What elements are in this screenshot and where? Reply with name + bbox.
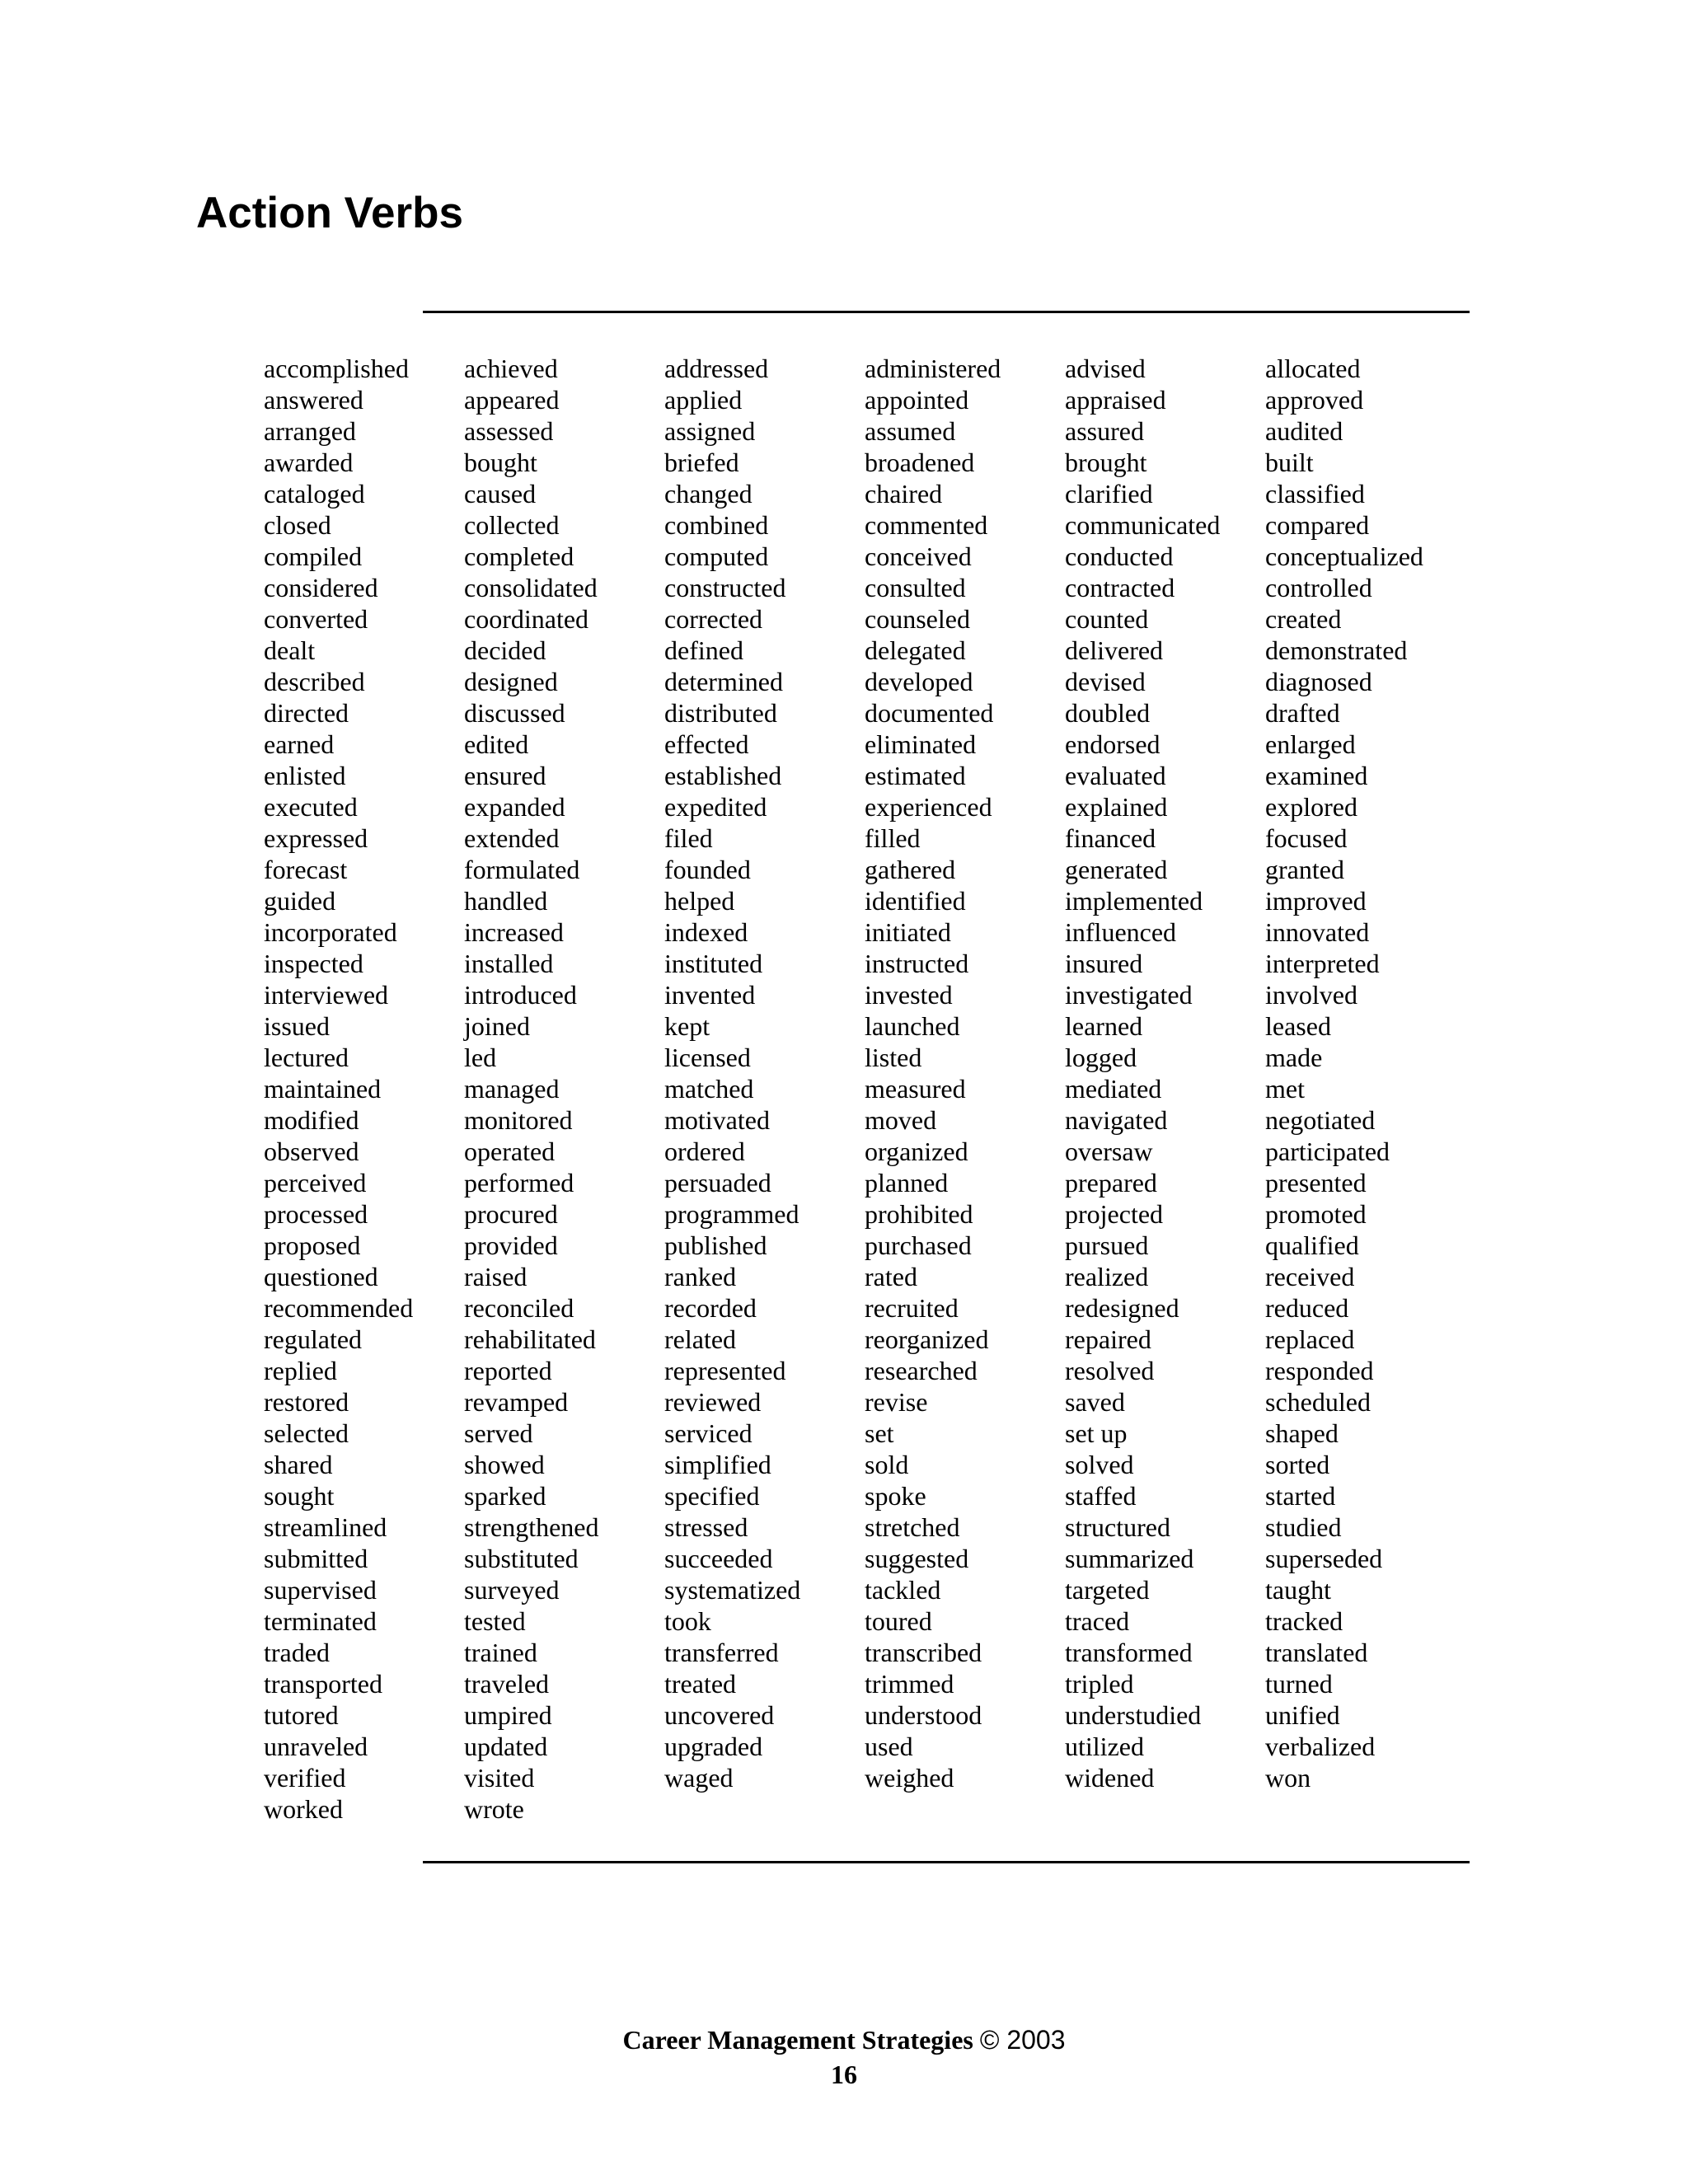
verb-item: oversaw	[1065, 1137, 1153, 1166]
verb-item: administered	[865, 354, 1001, 383]
verb-item: collected	[464, 510, 560, 540]
verb-item: extended	[464, 823, 560, 853]
bottom-divider	[423, 1861, 1470, 1863]
verb-item: substituted	[464, 1544, 579, 1573]
verb-item: formulated	[464, 855, 580, 884]
verb-item: sold	[865, 1450, 909, 1479]
verb-item: waged	[664, 1763, 734, 1793]
verb-item: appraised	[1065, 385, 1166, 415]
verb-item: conducted	[1065, 541, 1174, 571]
verb-item: invested	[865, 980, 953, 1010]
verb-item: compiled	[264, 541, 363, 571]
verb-item: enlisted	[264, 761, 346, 790]
verb-item: navigated	[1065, 1105, 1168, 1135]
verb-item: invented	[664, 980, 756, 1010]
verb-item: verified	[264, 1763, 346, 1793]
verb-item: raised	[464, 1262, 528, 1291]
verb-item: involved	[1265, 980, 1357, 1010]
verb-item: generated	[1065, 855, 1168, 884]
verb-item: restored	[264, 1387, 349, 1417]
verb-item: questioned	[264, 1262, 378, 1291]
verb-item: installed	[464, 949, 554, 978]
verb-item: matched	[664, 1074, 754, 1104]
verb-item: counseled	[865, 604, 970, 634]
page-title: Action Verbs	[196, 189, 463, 237]
verb-item: traded	[264, 1638, 330, 1667]
verb-item: controlled	[1265, 573, 1372, 602]
verb-item: inspected	[264, 949, 363, 978]
verb-item: estimated	[865, 761, 966, 790]
verb-item: experienced	[865, 792, 992, 822]
verb-item: negotiated	[1265, 1105, 1376, 1135]
verb-item: executed	[264, 792, 358, 822]
verb-item: ordered	[664, 1137, 745, 1166]
verb-item: serviced	[664, 1418, 753, 1448]
verb-item: expanded	[464, 792, 565, 822]
verb-item: planned	[865, 1168, 949, 1197]
verb-item: performed	[464, 1168, 574, 1197]
verb-item: conceived	[865, 541, 972, 571]
verb-item: studied	[1265, 1512, 1342, 1542]
action-verb-grid	[264, 353, 1465, 1825]
verb-item: ensured	[464, 761, 546, 790]
verb-item: doubled	[1065, 698, 1151, 728]
verb-item: regulated	[264, 1324, 363, 1354]
verb-item: incorporated	[264, 917, 397, 947]
verb-item: directed	[264, 698, 349, 728]
verb-item: coordinated	[464, 604, 589, 634]
verb-item: communicated	[1065, 510, 1221, 540]
verb-item: replied	[264, 1356, 337, 1385]
verb-item: transported	[264, 1669, 382, 1699]
verb-item: cataloged	[264, 479, 365, 509]
verb-item: launched	[865, 1011, 960, 1041]
verb-item: decided	[464, 635, 546, 665]
verb-item: suggested	[865, 1544, 969, 1573]
verb-item: chaired	[865, 479, 943, 509]
verb-item: rated	[865, 1262, 917, 1291]
verb-item: recommended	[264, 1293, 414, 1323]
verb-item: published	[664, 1230, 767, 1260]
verb-item: listed	[865, 1043, 922, 1072]
verb-item: allocated	[1265, 354, 1361, 383]
verb-item: handled	[464, 886, 548, 916]
verb-item: logged	[1065, 1043, 1137, 1072]
verb-item: resolved	[1065, 1356, 1155, 1385]
verb-item: described	[264, 667, 365, 696]
verb-item: traced	[1065, 1606, 1130, 1636]
verb-item: related	[664, 1324, 737, 1354]
verb-item: simplified	[664, 1450, 771, 1479]
verb-item: superseded	[1265, 1544, 1383, 1573]
verb-item: perceived	[264, 1168, 367, 1197]
verb-item: demonstrated	[1265, 635, 1408, 665]
verb-item: audited	[1265, 416, 1343, 446]
verb-item: eliminated	[865, 729, 977, 759]
verb-item: led	[464, 1043, 497, 1072]
verb-item: surveyed	[464, 1575, 560, 1605]
verb-item: recorded	[664, 1293, 757, 1323]
verb-item: licensed	[664, 1043, 751, 1072]
verb-item: clarified	[1065, 479, 1153, 509]
verb-item: procured	[464, 1199, 558, 1229]
verb-item: shared	[264, 1450, 333, 1479]
verb-item: structured	[1065, 1512, 1170, 1542]
verb-item: submitted	[264, 1544, 368, 1573]
verb-item: contracted	[1065, 573, 1175, 602]
verb-item: widened	[1065, 1763, 1155, 1793]
verb-item: visited	[464, 1763, 535, 1793]
verb-item: participated	[1265, 1137, 1390, 1166]
verb-item: showed	[464, 1450, 545, 1479]
verb-item: investigated	[1065, 980, 1193, 1010]
verb-item: reconciled	[464, 1293, 574, 1323]
verb-item: modified	[264, 1105, 359, 1135]
verb-item: scheduled	[1265, 1387, 1371, 1417]
verb-item: commented	[865, 510, 988, 540]
verb-item: revise	[865, 1387, 928, 1417]
verb-item: streamlined	[264, 1512, 387, 1542]
verb-item: lectured	[264, 1043, 349, 1072]
verb-item: documented	[865, 698, 994, 728]
verb-item: promoted	[1265, 1199, 1367, 1229]
verb-item: took	[664, 1606, 711, 1636]
verb-item: prepared	[1065, 1168, 1157, 1197]
verb-item: established	[664, 761, 782, 790]
verb-item: upgraded	[664, 1732, 763, 1761]
verb-item: saved	[1065, 1387, 1125, 1417]
verb-item: indexed	[664, 917, 748, 947]
verb-item: implemented	[1065, 886, 1203, 916]
verb-item: financed	[1065, 823, 1156, 853]
verb-item: measured	[865, 1074, 966, 1104]
verb-item: traveled	[464, 1669, 550, 1699]
verb-item: delegated	[865, 635, 966, 665]
verb-item: qualified	[1265, 1230, 1359, 1260]
verb-item: delivered	[1065, 635, 1164, 665]
verb-column	[464, 353, 664, 1825]
verb-item: pursued	[1065, 1230, 1149, 1260]
verb-item: advised	[1065, 354, 1146, 383]
verb-item: umpired	[464, 1700, 552, 1730]
verb-item: defined	[664, 635, 743, 665]
verb-item: shaped	[1265, 1418, 1339, 1448]
verb-item: trimmed	[865, 1669, 954, 1699]
verb-item: drafted	[1265, 698, 1340, 728]
verb-item: determined	[664, 667, 783, 696]
verb-item: organized	[865, 1137, 968, 1166]
verb-item: diagnosed	[1265, 667, 1372, 696]
verb-item: recruited	[865, 1293, 959, 1323]
footer-copyright: © 2003	[979, 2025, 1066, 2055]
verb-item: tackled	[865, 1575, 941, 1605]
top-divider	[423, 311, 1470, 313]
verb-item: explored	[1265, 792, 1357, 822]
verb-item: assigned	[664, 416, 756, 446]
verb-item: expedited	[664, 792, 767, 822]
verb-item: endorsed	[1065, 729, 1160, 759]
verb-item: forecast	[264, 855, 348, 884]
verb-item: set up	[1065, 1418, 1128, 1448]
verb-item: realized	[1065, 1262, 1149, 1291]
verb-item: assessed	[464, 416, 554, 446]
verb-item: distributed	[664, 698, 777, 728]
verb-column	[664, 353, 865, 1825]
verb-item: purchased	[865, 1230, 972, 1260]
verb-item: constructed	[664, 573, 786, 602]
verb-item: issued	[264, 1011, 330, 1041]
verb-item: made	[1265, 1043, 1323, 1072]
verb-item: tested	[464, 1606, 526, 1636]
verb-item: focused	[1265, 823, 1348, 853]
verb-item: achieved	[464, 354, 558, 383]
verb-item: observed	[264, 1137, 359, 1166]
verb-item: addressed	[664, 354, 769, 383]
verb-item: compared	[1265, 510, 1370, 540]
verb-item: strengthened	[464, 1512, 599, 1542]
verb-item: monitored	[464, 1105, 573, 1135]
verb-item: corrected	[664, 604, 763, 634]
verb-item: earned	[264, 729, 335, 759]
verb-item: reported	[464, 1356, 552, 1385]
verb-item: processed	[264, 1199, 368, 1229]
verb-item: weighed	[865, 1763, 954, 1793]
verb-item: bought	[464, 448, 537, 477]
verb-item: accomplished	[264, 354, 409, 383]
page-number: 16	[831, 2060, 857, 2089]
verb-item: programmed	[664, 1199, 799, 1229]
verb-item: built	[1265, 448, 1314, 477]
verb-item: changed	[664, 479, 753, 509]
verb-column	[865, 353, 1065, 1825]
verb-item: devised	[1065, 667, 1146, 696]
verb-item: assured	[1065, 416, 1144, 446]
verb-item: edited	[464, 729, 529, 759]
verb-item: represented	[664, 1356, 786, 1385]
verb-item: initiated	[865, 917, 951, 947]
verb-item: motivated	[664, 1105, 770, 1135]
verb-item: appeared	[464, 385, 560, 415]
verb-item: leased	[1265, 1011, 1331, 1041]
verb-item: verbalized	[1265, 1732, 1376, 1761]
verb-item: guided	[264, 886, 336, 916]
verb-item: enlarged	[1265, 729, 1356, 759]
verb-item: staffed	[1065, 1481, 1137, 1511]
verb-item: evaluated	[1065, 761, 1166, 790]
verb-item: combined	[664, 510, 769, 540]
verb-item: learned	[1065, 1011, 1143, 1041]
verb-item: met	[1265, 1074, 1305, 1104]
verb-item: assumed	[865, 416, 956, 446]
verb-item: tracked	[1265, 1606, 1343, 1636]
verb-item: unified	[1265, 1700, 1340, 1730]
verb-item: identified	[865, 886, 966, 916]
verb-item: summarized	[1065, 1544, 1194, 1573]
verb-item: consulted	[865, 573, 966, 602]
verb-item: brought	[1065, 448, 1147, 477]
verb-item: proposed	[264, 1230, 361, 1260]
verb-item: managed	[464, 1074, 560, 1104]
verb-item: mediated	[1065, 1074, 1162, 1104]
verb-item: received	[1265, 1262, 1355, 1291]
verb-item: joined	[464, 1011, 530, 1041]
verb-item: appointed	[865, 385, 969, 415]
verb-item: caused	[464, 479, 537, 509]
verb-item: reorganized	[865, 1324, 989, 1354]
verb-item: classified	[1265, 479, 1365, 509]
verb-item: persuaded	[664, 1168, 771, 1197]
verb-item: founded	[664, 855, 751, 884]
verb-item: worked	[264, 1794, 343, 1824]
verb-item: stressed	[664, 1512, 748, 1542]
verb-item: dealt	[264, 635, 316, 665]
verb-item: answered	[264, 385, 363, 415]
verb-item: innovated	[1265, 917, 1370, 947]
verb-item: responded	[1265, 1356, 1374, 1385]
verb-item: consolidated	[464, 573, 598, 602]
verb-item: broadened	[865, 448, 975, 477]
verb-item: transformed	[1065, 1638, 1193, 1667]
verb-item: understudied	[1065, 1700, 1202, 1730]
verb-item: discussed	[464, 698, 565, 728]
verb-item: designed	[464, 667, 558, 696]
verb-item: selected	[264, 1418, 349, 1448]
verb-item: converted	[264, 604, 368, 634]
verb-item: wrote	[464, 1794, 524, 1824]
verb-item: terminated	[264, 1606, 377, 1636]
verb-item: won	[1265, 1763, 1311, 1793]
verb-item: instructed	[865, 949, 969, 978]
verb-item: systematized	[664, 1575, 801, 1605]
verb-item: taught	[1265, 1575, 1331, 1605]
verb-item: counted	[1065, 604, 1149, 634]
verb-item: ranked	[664, 1262, 737, 1291]
verb-item: conceptualized	[1265, 541, 1423, 571]
verb-item: sought	[264, 1481, 335, 1511]
verb-item: helped	[664, 886, 735, 916]
verb-item: sparked	[464, 1481, 546, 1511]
verb-item: interviewed	[264, 980, 389, 1010]
verb-item: specified	[664, 1481, 760, 1511]
verb-item: presented	[1265, 1168, 1367, 1197]
verb-item: stretched	[865, 1512, 960, 1542]
verb-item: introduced	[464, 980, 577, 1010]
verb-item: maintained	[264, 1074, 382, 1104]
footer-organization: Career Management Strategies	[622, 2025, 973, 2055]
verb-item: treated	[664, 1669, 737, 1699]
verb-item: improved	[1265, 886, 1367, 916]
verb-item: updated	[464, 1732, 548, 1761]
verb-item: instituted	[664, 949, 763, 978]
verb-item: effected	[664, 729, 749, 759]
verb-item: unraveled	[264, 1732, 368, 1761]
verb-item: translated	[1265, 1638, 1368, 1667]
verb-item: kept	[664, 1011, 710, 1041]
verb-item: examined	[1265, 761, 1368, 790]
verb-item: projected	[1065, 1199, 1164, 1229]
verb-item: reviewed	[664, 1387, 762, 1417]
verb-item: arranged	[264, 416, 356, 446]
verb-item: succeeded	[664, 1544, 773, 1573]
verb-item: completed	[464, 541, 574, 571]
verb-item: revamped	[464, 1387, 569, 1417]
verb-item: filled	[865, 823, 921, 853]
verb-item: set	[865, 1418, 894, 1448]
verb-item: interpreted	[1265, 949, 1380, 978]
verb-item: approved	[1265, 385, 1364, 415]
verb-item: supervised	[264, 1575, 377, 1605]
verb-item: transferred	[664, 1638, 779, 1667]
verb-column	[264, 353, 464, 1825]
verb-item: used	[865, 1732, 913, 1761]
verb-item: started	[1265, 1481, 1336, 1511]
verb-item: increased	[464, 917, 564, 947]
verb-item: tutored	[264, 1700, 339, 1730]
verb-item: considered	[264, 573, 378, 602]
footer-credit	[0, 2024, 1688, 2055]
verb-item: repaired	[1065, 1324, 1151, 1354]
verb-item: utilized	[1065, 1732, 1144, 1761]
verb-item: explained	[1065, 792, 1168, 822]
verb-item: replaced	[1265, 1324, 1355, 1354]
verb-item: reduced	[1265, 1293, 1349, 1323]
verb-item: transcribed	[865, 1638, 982, 1667]
verb-item: toured	[865, 1606, 932, 1636]
verb-item: served	[464, 1418, 533, 1448]
verb-item: briefed	[664, 448, 739, 477]
verb-column	[1065, 353, 1265, 1825]
verb-item: moved	[865, 1105, 937, 1135]
verb-item: prohibited	[865, 1199, 973, 1229]
verb-column	[1265, 353, 1465, 1825]
verb-item: solved	[1065, 1450, 1134, 1479]
verb-item: developed	[865, 667, 973, 696]
verb-item: granted	[1265, 855, 1344, 884]
verb-item: redesigned	[1065, 1293, 1179, 1323]
verb-item: awarded	[264, 448, 354, 477]
verb-item: influenced	[1065, 917, 1177, 947]
verb-item: tripled	[1065, 1669, 1134, 1699]
verb-item: trained	[464, 1638, 537, 1667]
verb-item: sorted	[1265, 1450, 1330, 1479]
verb-item: understood	[865, 1700, 982, 1730]
verb-item: targeted	[1065, 1575, 1150, 1605]
verb-item: turned	[1265, 1669, 1333, 1699]
verb-item: researched	[865, 1356, 978, 1385]
verb-item: filed	[664, 823, 713, 853]
verb-item: provided	[464, 1230, 558, 1260]
verb-item: uncovered	[664, 1700, 775, 1730]
verb-item: rehabilitated	[464, 1324, 596, 1354]
verb-item: computed	[664, 541, 769, 571]
verb-item: operated	[464, 1137, 556, 1166]
verb-item: insured	[1065, 949, 1143, 978]
verb-item: gathered	[865, 855, 956, 884]
verb-item: applied	[664, 385, 743, 415]
verb-item: created	[1265, 604, 1342, 634]
verb-item: spoke	[865, 1481, 926, 1511]
verb-item: closed	[264, 510, 331, 540]
verb-item: expressed	[264, 823, 368, 853]
